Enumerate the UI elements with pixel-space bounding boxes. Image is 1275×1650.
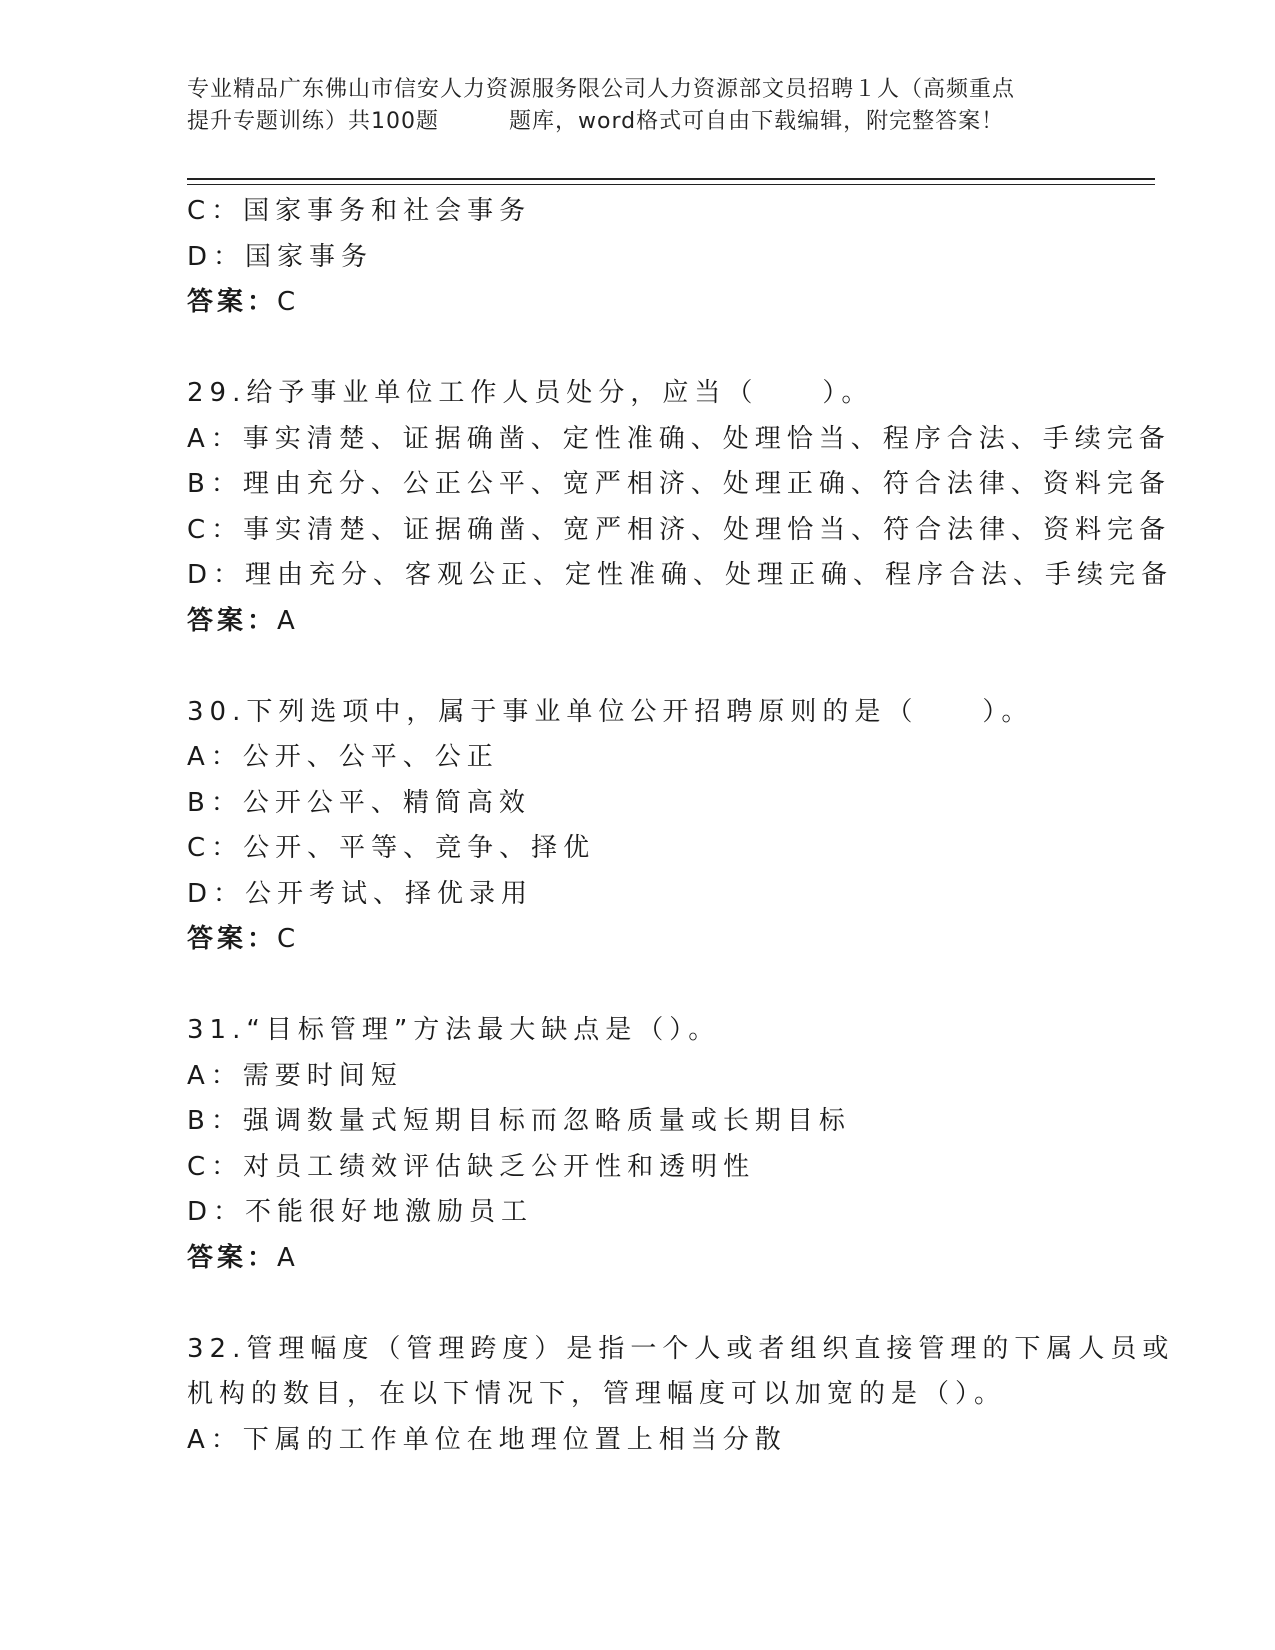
header-line-2	[187, 106, 1087, 138]
answer-line	[187, 1236, 1147, 1282]
question-text: 30.下列选项中，属于事业单位公开招聘原则的是（ ）。	[187, 696, 1034, 727]
option-d: D：国家事务	[187, 241, 374, 272]
header-divider-thick	[187, 178, 1155, 180]
question-28-tail	[187, 189, 1147, 326]
option-b: B：公开公平、精简高效	[187, 787, 531, 818]
header-divider-thin	[187, 184, 1155, 185]
question-31	[187, 1008, 1147, 1281]
document-body	[187, 189, 1175, 1463]
option-c: C：对员工绩效评估缺乏公开性和透明性	[187, 1151, 756, 1182]
option-d: D：不能很好地激励员工	[187, 1197, 534, 1227]
answer-line	[187, 917, 1147, 963]
answer-value: C	[277, 287, 298, 317]
answer-line	[187, 599, 1147, 645]
option-a: A：下属的工作单位在地理位置上相当分散	[187, 1424, 787, 1455]
answer-value: A	[277, 605, 297, 636]
option-d: D：公开考试、择优录用	[187, 878, 534, 909]
answer-line	[187, 280, 1147, 326]
question-text: 29.给予事业单位工作人员处分，应当（ ）。	[187, 378, 874, 408]
answer-label: 答案：	[187, 924, 278, 954]
option-c: C：事实清楚、证据确凿、宽严相济、处理恰当、符合法律、资料完备	[187, 514, 1172, 545]
question-32	[187, 1327, 1175, 1464]
answer-label: 答案：	[187, 287, 278, 317]
answer-value: C	[277, 924, 298, 954]
answer-value: A	[277, 1242, 297, 1273]
answer-label: 答案：	[187, 605, 278, 636]
option-c: C：公开、平等、竞争、择优	[187, 833, 596, 863]
header-line-1: 专业精品广东佛山市信安人力资源服务限公司人力资源部文员招聘１人（高频重点	[187, 77, 1016, 102]
option-b: B：强调数量式短期目标而忽略质量或长期目标	[187, 1106, 851, 1136]
header-line-2-part-2: 题库，word格式可自由下载编辑，附完整答案！	[509, 109, 1005, 134]
document-header	[187, 74, 1087, 138]
question-text: 31.“目标管理”方法最大缺点是（）。	[187, 1015, 721, 1045]
option-a: A：事实清楚、证据确凿、定性准确、处理恰当、程序合法、手续完备	[187, 423, 1171, 454]
option-a: A：公开、公平、公正	[187, 742, 499, 772]
question-29	[187, 371, 1174, 644]
option-d: D：理由充分、客观公正、定性准确、处理正确、程序合法、手续完备	[187, 560, 1174, 590]
option-c: C：国家事务和社会事务	[187, 196, 532, 226]
option-a: A：需要时间短	[187, 1060, 403, 1091]
question-30	[187, 690, 1147, 963]
question-text-line-1: 32.管理幅度（管理跨度）是指一个人或者组织直接管理的下属人员或	[187, 1333, 1175, 1364]
header-line-2-part-1: 提升专题训练）共100题	[187, 109, 439, 134]
question-text-line-2: 机构的数目，在以下情况下，管理幅度可以加宽的是（）。	[187, 1379, 1007, 1409]
answer-label: 答案：	[187, 1242, 278, 1273]
option-b: B：理由充分、公正公平、宽严相济、处理正确、符合法律、资料完备	[187, 469, 1171, 499]
